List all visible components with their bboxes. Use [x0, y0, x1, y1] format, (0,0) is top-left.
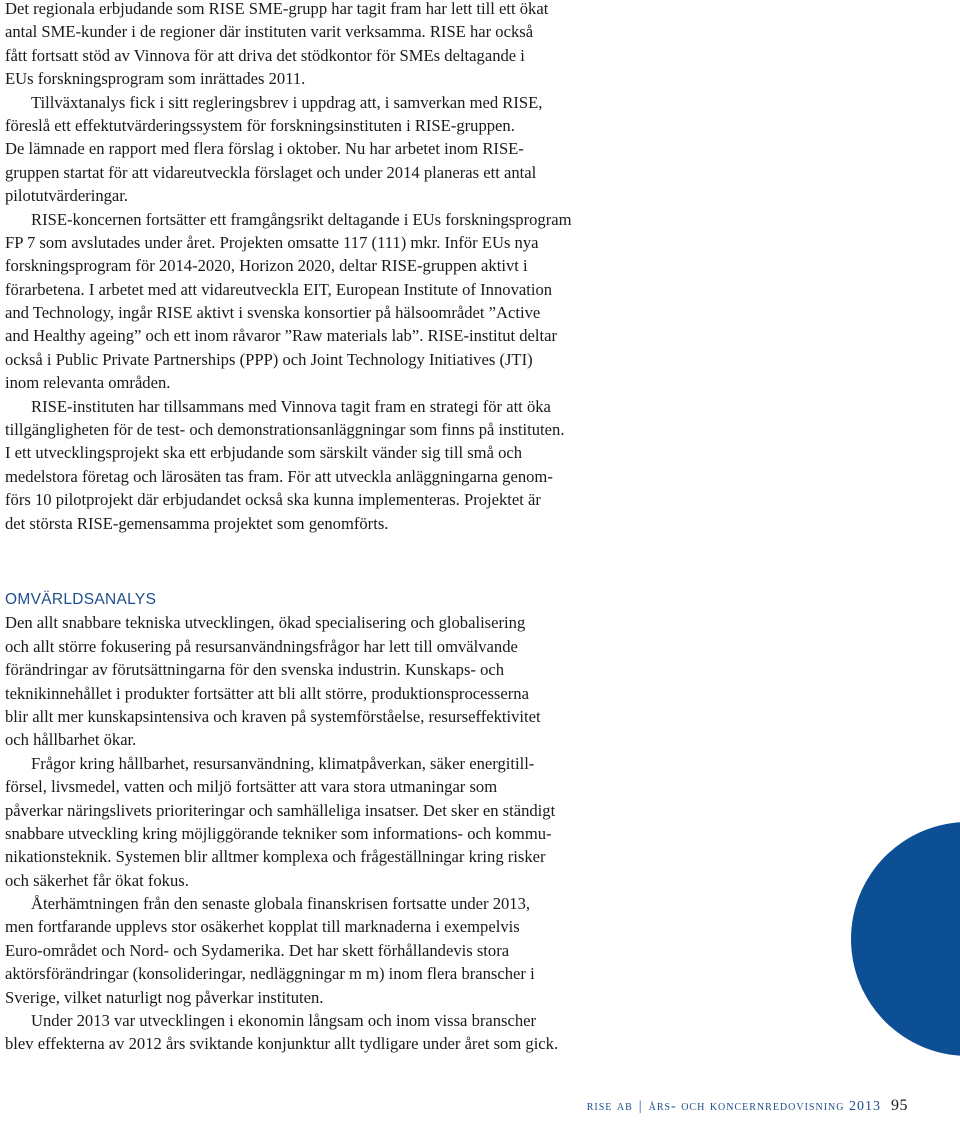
- body-text-top: [5, 0, 572, 535]
- text-line: men fortfarande upplevs stor osäkerhet kopplat till marknaderna i exempelvis: [5, 917, 520, 937]
- paragraph: [5, 752, 558, 892]
- section-heading-omvarldsanalys: OMVÄRLDSANALYS: [5, 591, 157, 608]
- text-line: RISE-koncernen fortsätter ett framgångsrikt deltagande i EUs forskningsprogram: [31, 209, 572, 229]
- body-text-bottom: [5, 566, 558, 1056]
- text-line: nikationsteknik. Systemen blir alltmer komplexa och frågeställningar kring risker: [5, 847, 546, 867]
- text-line: inom relevanta områden.: [5, 373, 171, 393]
- text-line: och hållbarhet ökar.: [5, 730, 137, 750]
- text-line: och allt större fokusering på resursanvändningsfrågor har lett till omvälvande: [5, 636, 518, 656]
- text-line: förändringar av förutsättningarna för den svenska industrin. Kunskaps- och: [5, 660, 505, 680]
- text-line: förarbetena. I arbetet med att vidareutveckla EIT, European Institute of Innovation: [5, 279, 553, 299]
- text-line: förs 10 pilotprojekt där erbjudandet också ska kunna implementeras. Projektet är: [5, 490, 541, 510]
- paragraph: [5, 1009, 558, 1056]
- paragraph: [5, 208, 572, 395]
- text-line: De lämnade en rapport med flera förslag i oktober. Nu har arbetet inom RISE-: [5, 139, 524, 159]
- paragraph: [5, 91, 572, 208]
- text-line: RISE-instituten har tillsammans med Vinnova tagit fram en strategi för att öka: [31, 396, 551, 416]
- page-footer: [587, 1097, 908, 1115]
- text-line: pilotutvärderingar.: [5, 186, 129, 206]
- paragraph: [5, 892, 558, 1009]
- text-line: blir allt mer kunskapsintensiva och kraven på systemförståelse, resurseffektivitet: [5, 706, 541, 726]
- text-line: FP 7 som avslutades under året. Projekten omsatte 117 (111) mkr. Inför EUs nya: [5, 232, 539, 252]
- footer-separator: |: [638, 1099, 643, 1114]
- text-line: tillgängligheten för de test- och demonstrationsanläggningar som finns på instituten.: [5, 420, 565, 440]
- decorative-blue-circle: [851, 822, 960, 1056]
- text-line: Det regionala erbjudande som RISE SME-grupp har tagit fram har lett till ett ökat: [5, 0, 549, 18]
- footer-company: rise ab: [586, 1099, 633, 1114]
- text-line: också i Public Private Partnerships (PPP) och Joint Technology Initiatives (JTI): [5, 349, 533, 369]
- text-line: medelstora företag och lärosäten tas fram. För att utveckla anläggningarna genom-: [5, 466, 553, 486]
- text-line: Euro-området och Nord- och Sydamerika. Det har skett förhållandevis stora: [5, 940, 510, 960]
- text-line: antal SME-kunder i de regioner där instituten varit verksamma. RISE har också: [5, 22, 534, 42]
- text-line: gruppen startat för att vidareutveckla förslaget och under 2014 planeras ett antal: [5, 162, 537, 182]
- omvarldsanalys-paragraphs: [5, 611, 558, 1055]
- text-line: teknikinnehållet i produkter fortsätter att bli allt större, produktionsprocesserna: [5, 683, 529, 703]
- text-line: EUs forskningsprogram som inrättades 2011.: [5, 69, 306, 89]
- text-line: påverkar näringslivets prioriteringar och samhälleliga insatser. Det sker en ständigt: [5, 800, 556, 820]
- text-line: fått fortsatt stöd av Vinnova för att driva det stödkontor för SMEs deltagande i: [5, 45, 525, 65]
- text-line: forskningsprogram för 2014-2020, Horizon 2020, deltar RISE-gruppen aktivt i: [5, 256, 528, 276]
- text-line: and Healthy ageing” och ett inom råvaror ”Raw materials lab”. RISE-institut deltar: [5, 326, 558, 346]
- text-line: föreslå ett effektutvärderingssystem för forskningsinstituten i RISE-gruppen.: [5, 115, 515, 135]
- text-line: and Technology, ingår RISE aktivt i svenska konsortier på hälsoområdet ”Active: [5, 303, 541, 323]
- text-line: Frågor kring hållbarhet, resursanvändning, klimatpåverkan, säker energitill-: [31, 753, 535, 773]
- text-line: och säkerhet får ökat fokus.: [5, 870, 189, 890]
- text-line: Den allt snabbare tekniska utvecklingen, ökad specialisering och globalisering: [5, 613, 526, 633]
- paragraph: [5, 611, 558, 751]
- text-line: Tillväxtanalys fick i sitt regleringsbrev i uppdrag att, i samverkan med RISE,: [31, 92, 543, 112]
- paragraph: [5, 395, 572, 535]
- text-line: blev effekterna av 2012 års sviktande konjunktur allt tydligare under året som gick.: [5, 1034, 559, 1054]
- page-number: 95: [891, 1097, 908, 1114]
- text-line: aktörsförändringar (konsolideringar, nedläggningar m m) inom flera branscher i: [5, 964, 535, 984]
- text-line: Sverige, vilket naturligt nog påverkar instituten.: [5, 987, 324, 1007]
- footer-report-title: års- och koncernredovisning 2013: [648, 1099, 881, 1114]
- text-line: Under 2013 var utvecklingen i ekonomin långsam och inom vissa branscher: [31, 1011, 537, 1031]
- text-line: I ett utvecklingsprojekt ska ett erbjudande som särskilt vänder sig till små och: [5, 443, 523, 463]
- text-line: Återhämtningen från den senaste globala finanskrisen fortsatte under 2013,: [31, 894, 531, 914]
- text-line: det största RISE-gemensamma projektet som genomförts.: [5, 513, 389, 533]
- paragraph: [5, 0, 572, 91]
- text-line: försel, livsmedel, vatten och miljö fortsätter att vara stora utmaningar som: [5, 777, 498, 797]
- text-line: snabbare utveckling kring möjliggörande tekniker som informations- och kommu-: [5, 823, 552, 843]
